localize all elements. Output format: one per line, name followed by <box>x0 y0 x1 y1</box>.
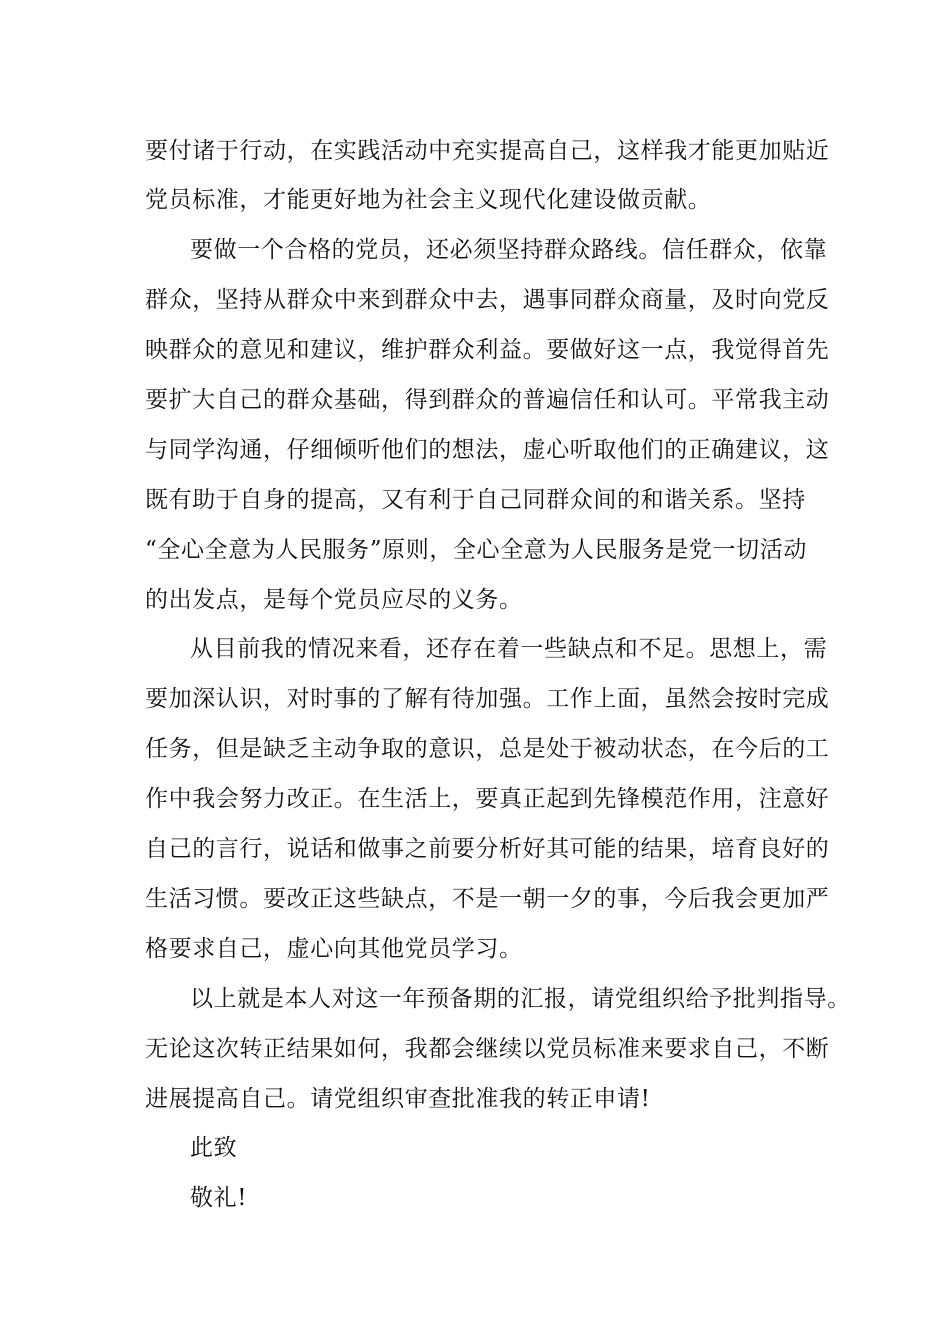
text-line: 无论这次转正结果如何，我都会继续以党员标准来要求自己，不断 <box>145 1036 830 1062</box>
paragraph-first-line: 以上就是本人对这一年预备期的汇报，请党组织给予批判指导。 <box>190 986 851 1012</box>
text-line: 要扩大自己的群众基础，得到群众的普遍信任和认可。平常我主动 <box>145 387 830 413</box>
text-line: 与同学沟通，仔细倾听他们的想法，虚心听取他们的正确建议，这 <box>145 437 830 463</box>
text-line: 任务，但是缺乏主动争取的意识，总是处于被动状态，在今后的工 <box>145 736 830 762</box>
text-line: 生活习惯。要改正这些缺点，不是一朝一夕的事，今后我会更加严 <box>145 886 830 912</box>
text-line: 格要求自己，虚心向其他党员学习。 <box>145 936 523 962</box>
text-line: 要加深认识，对时事的了解有待加强。工作上面，虽然会按时完成 <box>145 686 830 712</box>
text-line: 要付诸于行动，在实践活动中充实提高自己，这样我才能更加贴近 <box>145 138 830 164</box>
paragraph-first-line: 要做一个合格的党员，还必须坚持群众路线。信任群众，依靠 <box>190 237 828 263</box>
text-line: 映群众的意见和建议，维护群众利益。要做好这一点，我觉得首先 <box>145 337 830 363</box>
closing-regards: 敬礼! <box>190 1185 248 1211</box>
closing-salutation: 此致 <box>190 1135 238 1161</box>
text-line: 群众，坚持从群众中来到群众中去，遇事同群众商量，及时向党反 <box>145 287 830 313</box>
text-line: 作中我会努力改正。在生活上，要真正起到先锋模范作用，注意好 <box>145 786 830 812</box>
paragraph-first-line: 从目前我的情况来看，还存在着一些缺点和不足。思想上，需 <box>190 636 828 662</box>
text-line: 既有助于自身的提高，又有利于自己同群众间的和谐关系。坚持 <box>145 487 806 513</box>
text-line: 自己的言行，说话和做事之前要分析好其可能的结果，培育良好的 <box>145 836 830 862</box>
text-line: 党员标准，才能更好地为社会主义现代化建设做贡献。 <box>145 187 712 213</box>
text-line: 的出发点，是每个党员应尽的义务。 <box>145 587 523 613</box>
text-line: “全心全意为人民服务”原则，全心全意为人民服务是党一切活动 <box>145 537 807 563</box>
text-line: 进展提高自己。请党组织审查批准我的转正申请! <box>145 1086 651 1112</box>
